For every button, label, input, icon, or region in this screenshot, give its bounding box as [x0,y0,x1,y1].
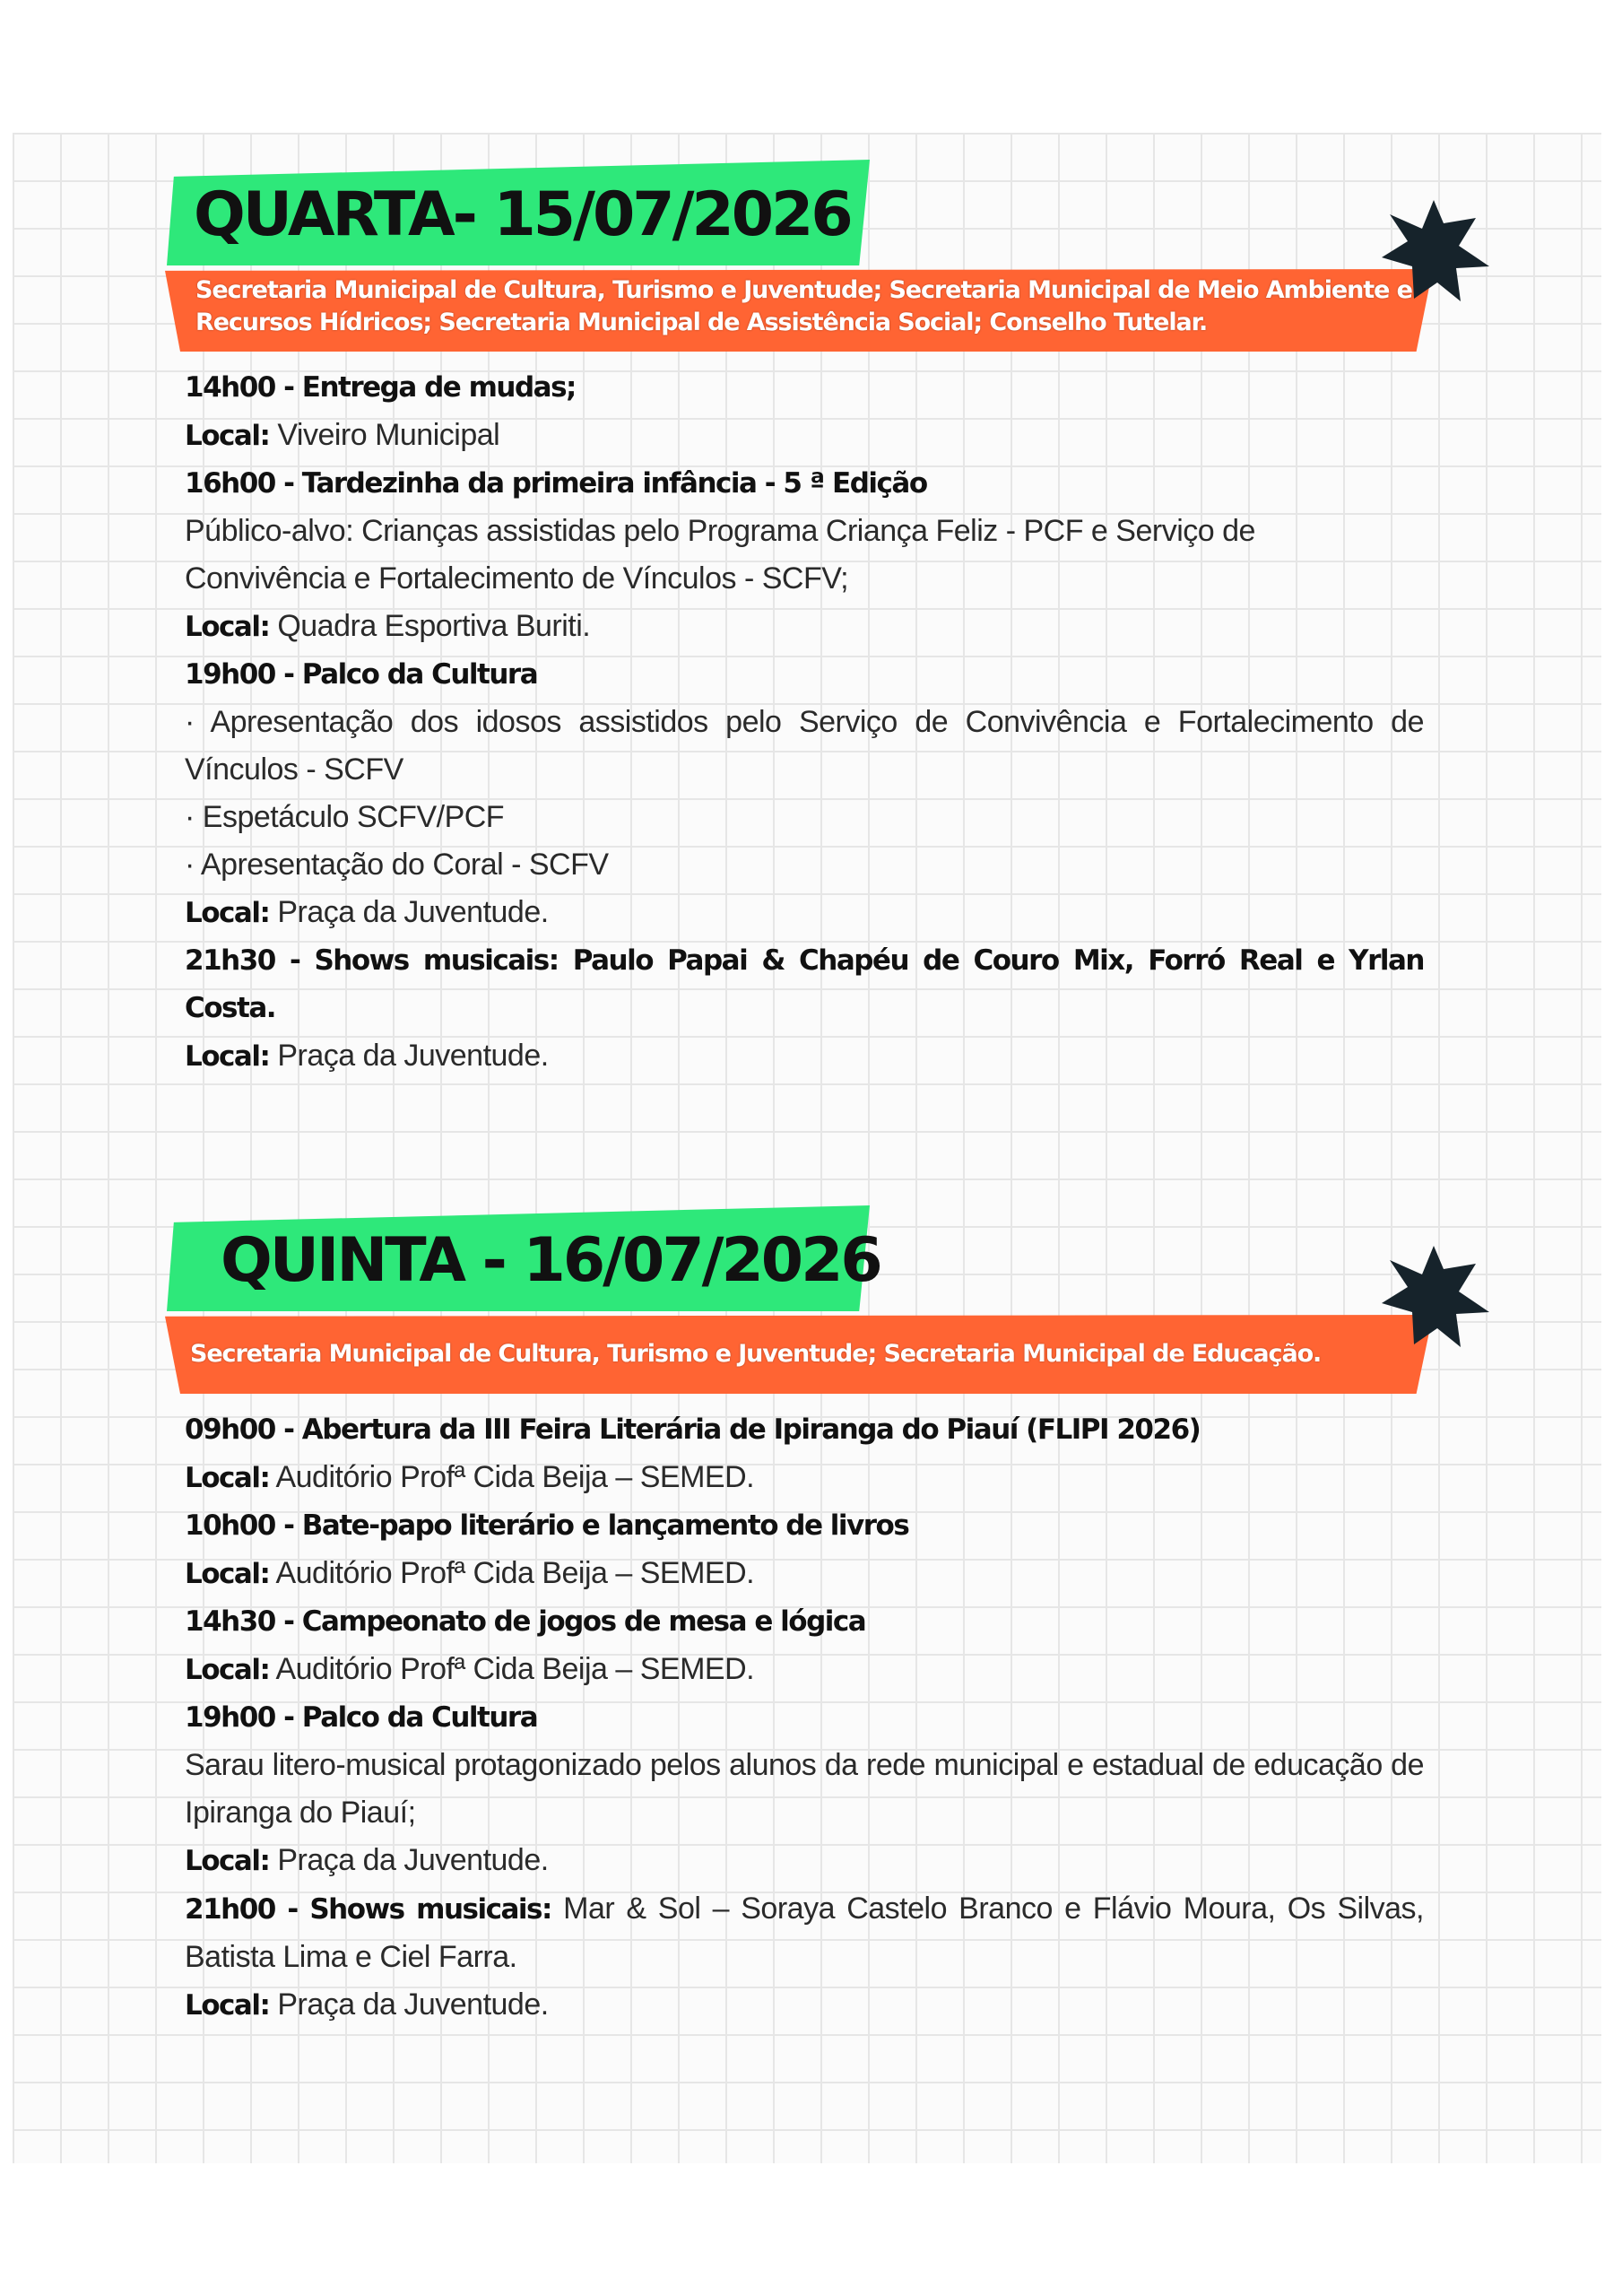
organizers-text: Secretaria Municipal de Cultura, Turismo e Juventude; Secretaria Municipal de Meio Ambiente e Recursos Hídricos; Secretaria Municipal de Assistência Social; Conselho Tutelar. [195,276,1412,336]
event-description: · Espetáculo SCFV/PCF [185,800,505,834]
location-value: Praça da Juventude. [269,1039,549,1073]
event-location [185,1550,1424,1598]
location-value: Quadra Esportiva Buriti. [269,609,591,643]
event-description: · Apresentação dos idosos assistidos pelo Serviço de Convivência e Fortalecimento de Vínculos - SCFV [185,705,1424,787]
location-value: Praça da Juventude. [269,1843,549,1877]
event-location [185,1032,1424,1081]
location-value: Auditório Profª Cida Beija – SEMED. [269,1556,755,1590]
location-label: Local: [185,1462,270,1494]
event-location [185,412,1424,460]
event-location [185,1981,1424,2030]
shows-value: Mar & Sol – Soraya Castelo Branco e Flávio Moura, Os Silvas, Batista Lima e Ciel Farra. [185,1892,1424,1974]
location-value: Auditório Profª Cida Beija – SEMED. [269,1652,755,1686]
shows-label: 21h00 - Shows musicais: [185,1893,551,1926]
event-location [185,889,1424,937]
location-label: Local: [185,1654,270,1686]
event-time-title: 09h00 - Abertura da III Feira Literária de Ipiranga do Piauí (FLIPI 2026) [185,1413,1201,1446]
location-label: Local: [185,1040,270,1073]
star-burst-icon [1365,185,1503,323]
event-description: Público-alvo: Crianças assistidas pelo Programa Criança Feliz - PCF e Serviço de Convivência e Fortalecimento de Vínculos - SCFV; [185,514,1255,596]
location-value: Praça da Juventude. [269,1987,549,2022]
event-time-title: 19h00 - Palco da Cultura [185,658,538,691]
event-description: Sarau litero-musical protagonizado pelos alunos da rede municipal e estadual de educação de Ipiranga do Piauí; [185,1748,1424,1830]
event-description: · Apresentação do Coral - SCFV [185,848,609,882]
event-time-title: 16h00 - Tardezinha da primeira infância - 5 ª Edição [185,467,927,500]
location-value: Viveiro Municipal [269,418,500,452]
event-time-title: 14h00 - Entrega de mudas; [185,371,576,404]
location-value: Auditório Profª Cida Beija – SEMED. [269,1460,755,1494]
event-time-title: 19h00 - Palco da Cultura [185,1701,538,1734]
location-label: Local: [185,611,270,643]
location-label: Local: [185,1558,270,1590]
event-location [185,1646,1424,1694]
day-1-events [185,364,1424,1081]
event-location [185,603,1424,651]
day-title: QUARTA- 15/07/2026 [194,179,851,250]
location-label: Local: [185,897,270,929]
location-label: Local: [185,1989,270,2022]
event-time-title: 10h00 - Bate-papo literário e lançamento de livros [185,1509,909,1542]
event-time-title: 21h30 - Shows musicais: Paulo Papai & Chapéu de Couro Mix, Forró Real e Yrlan Costa. [185,944,1424,1024]
event-location [185,1454,1424,1502]
location-value: Praça da Juventude. [269,895,549,929]
event-shows [185,1885,1424,1981]
organizers-text: Secretaria Municipal de Cultura, Turismo e Juventude; Secretaria Municipal de Educação. [190,1340,1322,1368]
event-location [185,1837,1424,1885]
star-burst-icon [1365,1231,1503,1369]
location-label: Local: [185,420,270,452]
day-2-events [185,1406,1424,2030]
event-time-title: 14h30 - Campeonato de jogos de mesa e lógica [185,1605,866,1638]
day-title: QUINTA - 16/07/2026 [221,1225,880,1296]
location-label: Local: [185,1845,270,1877]
